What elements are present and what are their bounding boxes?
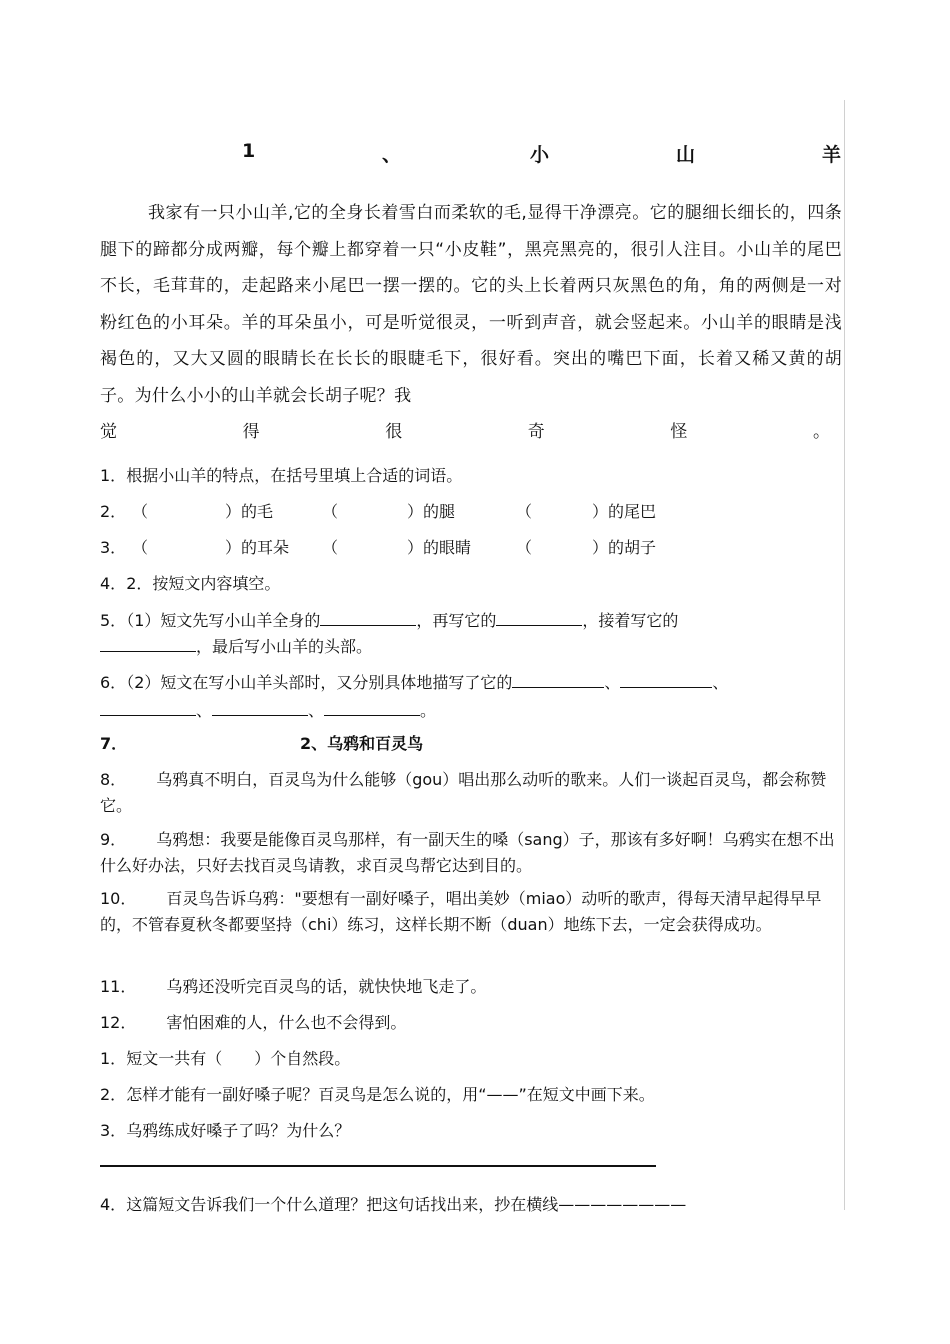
passage2-title: 7． 2、乌鸦和百灵鸟 (100, 734, 424, 753)
passage2-question-2: 2．怎样才能有一副好嗓子呢？百灵鸟是怎么说的，用“——”在短文中画下来。 (100, 1085, 655, 1104)
fill-blank[interactable] (620, 669, 712, 688)
title-number: 1 (242, 140, 256, 162)
title-char-3: 羊 (822, 144, 842, 166)
fill-blank[interactable] (324, 697, 420, 716)
title-char-1: 小 (530, 144, 550, 166)
passage1-body (100, 195, 842, 414)
last-char-2: 得 (242, 422, 260, 442)
passage2-para-8: 8． 乌鸦真不明白，百灵鸟为什么能够（gou）唱出那么动听的歌来。人们一谈起百灵鸟，都会称赞它。 (100, 770, 827, 815)
blank-paren-open[interactable]: （ (132, 538, 149, 557)
blank-paren-open[interactable]: （ (516, 502, 533, 521)
passage1-last-line (100, 417, 830, 442)
title-char-2: 山 (676, 144, 696, 166)
page-right-border (844, 100, 845, 1210)
question-1: 1．根据小山羊的特点，在括号里填上合适的词语。 (100, 466, 463, 485)
blank-paren-open[interactable]: （ (132, 502, 149, 521)
passage1-title (100, 140, 842, 170)
passage2-question-1: 1．短文一共有（ ）个自然段。 (100, 1049, 351, 1068)
last-char-3: 很 (385, 422, 403, 442)
blank-paren-open[interactable]: （ (322, 502, 339, 521)
passage2-question-4: 4．这篇短文告诉我们一个什么道理？把这句话找出来，抄在横线———————— (100, 1195, 687, 1214)
question-3: 3． （ ）的耳朵 （ ）的眼睛 （ ）的胡子 (100, 535, 842, 561)
last-char-6: 。 (812, 422, 830, 442)
passage2-para-12: 12． 害怕困难的人，什么也不会得到。 (100, 1013, 407, 1032)
title-separator: 、 (382, 144, 402, 166)
passage2-para-10: 10． 百灵鸟告诉乌鸦："要想有一副好嗓子，唱出美妙（miao）动听的歌声，得每天清早起得早早的，不管春夏秋冬都要坚持（chi）练习，这样长期不断（duan）地练下去，一定会获得成功。 (100, 889, 822, 934)
question-6: 6．（2）短文在写小山羊头部时，又分别具体地描写了它的 、 、 、 、 。 (100, 669, 842, 725)
fill-blank[interactable] (496, 607, 582, 626)
blank-paren-open[interactable]: （ (516, 538, 533, 557)
last-char-5: 怪 (670, 422, 688, 442)
question-2: 2． （ ）的毛 （ ）的腿 （ ）的尾巴 (100, 499, 842, 525)
passage1-text: 我家有一只小山羊,它的全身长着雪白而柔软的毛,显得干净漂亮。它的腿细长细长的，四条腿下的蹄都分成两瓣，每个瓣上都穿着一只“小皮鞋”，黑亮黑亮的，很引人注目。小山羊的尾巴不长，毛茸茸的，走起路来小尾巴一摆一摆的。它的头上长着两只灰黑色的角，角的两侧是一对粉红色的小耳朵。羊的耳朵虽小，可是听觉很灵，一听到声音，就会竖起来。小山羊的眼睛是浅褐色的，又大又圆的眼睛长在长长的眼睫毛下，很好看。突出的嘴巴下面，长着又稀又黄的胡子。为什么小小的山羊就会长胡子呢？我 (100, 203, 842, 406)
answer-line[interactable] (100, 1165, 656, 1167)
question-5: 5．（1）短文先写小山羊全身的 ，再写它的 ，接着写它的 ，最后写小山羊的头部。 (100, 607, 842, 659)
question-4: 4．2．按短文内容填空。 (100, 574, 281, 593)
passage2-question-3: 3．乌鸦练成好嗓子了吗？为什么？ (100, 1121, 351, 1140)
last-char-1: 觉 (100, 422, 117, 442)
fill-blank[interactable] (100, 697, 196, 716)
fill-blank[interactable] (320, 607, 416, 626)
fill-blank[interactable] (212, 697, 308, 716)
last-char-4: 奇 (527, 422, 545, 442)
passage2-para-9: 9． 乌鸦想：我要是能像百灵鸟那样，有一副天生的嗓（sang）子，那该有多好啊！乌鸦实在想不出什么好办法，只好去找百灵鸟请教，求百灵鸟帮它达到目的。 (100, 830, 835, 875)
passage2-para-11: 11． 乌鸦还没听完百灵鸟的话，就快快地飞走了。 (100, 977, 487, 996)
fill-blank[interactable] (100, 633, 196, 652)
fill-blank[interactable] (512, 669, 604, 688)
blank-paren-open[interactable]: （ (322, 538, 339, 557)
